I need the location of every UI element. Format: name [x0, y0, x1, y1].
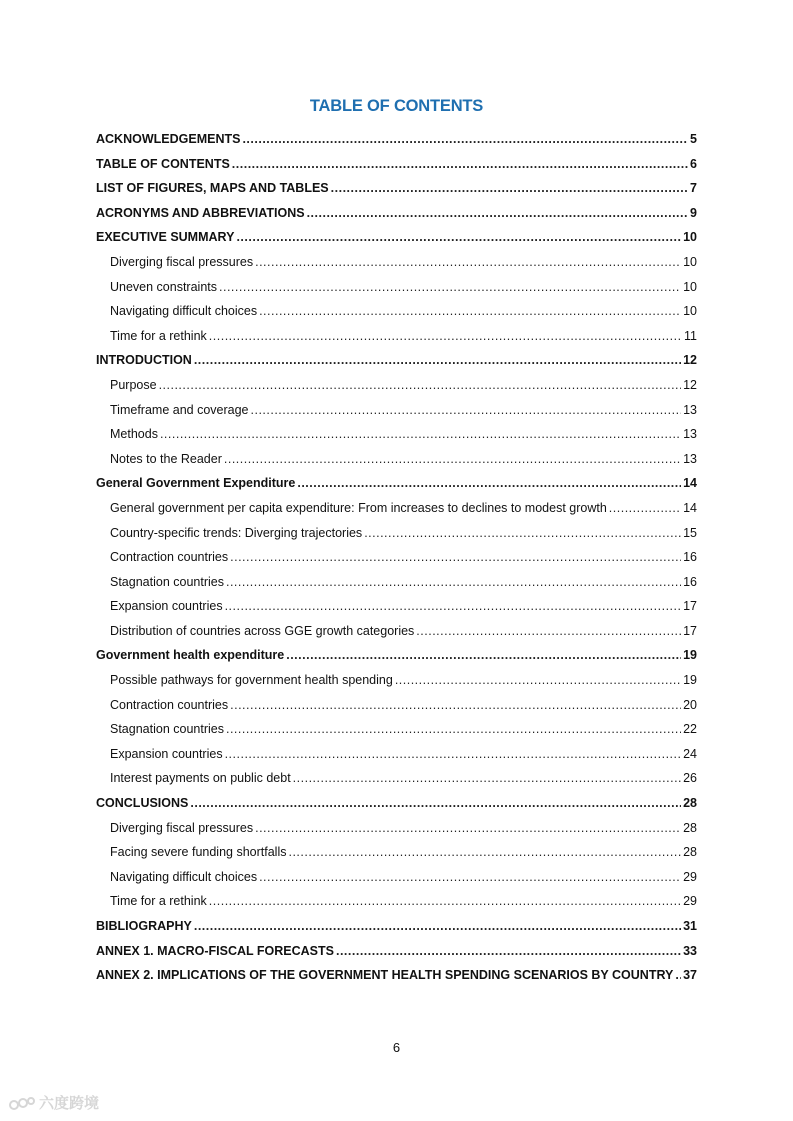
toc-entry-page: 17: [683, 623, 697, 638]
toc-dot-leader: [159, 378, 682, 392]
toc-entry-label: Time for a rethink: [110, 328, 207, 343]
toc-entry-page: 14: [683, 476, 697, 491]
toc-entry-subsection[interactable]: [96, 378, 697, 403]
toc-dot-leader: [226, 575, 681, 589]
toc-entry-page: 17: [683, 599, 697, 614]
toc-dot-leader: [288, 845, 681, 859]
toc-dot-leader: [242, 132, 688, 146]
toc-entry-subsection[interactable]: [96, 894, 697, 919]
toc-entry-label: Facing severe funding shortfalls: [110, 845, 287, 860]
toc-entry-page: 33: [683, 943, 697, 958]
toc-entry-section[interactable]: [96, 968, 697, 993]
toc-entry-subsection[interactable]: [96, 845, 697, 870]
toc-entry-page: 13: [683, 451, 697, 466]
toc-dot-leader: [224, 452, 681, 466]
toc-entry-section[interactable]: [96, 157, 697, 182]
toc-entry-section[interactable]: [96, 181, 697, 206]
toc-dot-leader: [194, 353, 681, 367]
toc-dot-leader: [236, 230, 681, 244]
toc-entry-subsection[interactable]: [96, 403, 697, 428]
toc-entry-label: Distribution of countries across GGE growth categories: [110, 623, 415, 638]
toc-entry-section[interactable]: [96, 796, 697, 821]
toc-entry-label: Purpose: [110, 377, 157, 392]
toc-entry-subsection[interactable]: [96, 575, 697, 600]
toc-entry-label: General Government Expenditure: [96, 476, 296, 491]
toc-entry-page: 22: [683, 722, 697, 737]
toc-entry-label: General government per capita expenditure: From increases to declines to modest growth: [110, 500, 607, 515]
toc-dot-leader: [251, 403, 682, 417]
toc-entry-label: Government health expenditure: [96, 648, 285, 663]
watermark: [8, 1092, 99, 1113]
toc-entry-section[interactable]: [96, 944, 697, 969]
toc-entry-subsection[interactable]: [96, 526, 697, 551]
toc-entry-subsection[interactable]: [96, 255, 697, 280]
toc-entry-subsection[interactable]: [96, 747, 697, 772]
toc-dot-leader: [225, 747, 682, 761]
toc-entry-section[interactable]: [96, 648, 697, 673]
toc-entry-subsection[interactable]: [96, 304, 697, 329]
toc-entry-subsection[interactable]: [96, 673, 697, 698]
toc-entry-page: 6: [690, 156, 697, 171]
toc-dot-leader: [225, 599, 682, 613]
toc-entry-page: 31: [683, 919, 697, 933]
toc-entry-page: 20: [683, 697, 697, 712]
toc-dot-leader: [209, 894, 681, 908]
toc-entry-page: 11: [684, 328, 697, 343]
toc-entry-subsection[interactable]: [96, 870, 697, 895]
toc-entry-page: 16: [683, 574, 697, 589]
toc-dot-leader: [230, 550, 681, 564]
toc-entry-label: ACRONYMS AND ABBREVIATIONS: [96, 205, 305, 220]
toc-dot-leader: [259, 304, 681, 318]
toc-entry-page: 13: [683, 427, 697, 442]
toc-dot-leader: [286, 648, 681, 662]
toc-dot-leader: [232, 157, 688, 171]
toc-entry-label: Stagnation countries: [110, 722, 224, 737]
toc-dot-leader: [190, 796, 681, 810]
toc-entry-label: Diverging fiscal pressures: [110, 254, 254, 269]
toc-entry-label: LIST OF FIGURES, MAPS AND TABLES: [96, 181, 329, 196]
toc-dot-leader: [297, 476, 681, 490]
toc-dot-leader: [364, 526, 681, 540]
toc-dot-leader: [293, 771, 681, 785]
toc-dot-leader: [160, 427, 681, 441]
toc-entry-section[interactable]: [96, 132, 697, 157]
toc-entry-label: Contraction countries: [110, 550, 229, 565]
toc-entry-page: 28: [683, 796, 697, 811]
toc-entry-label: Expansion countries: [110, 599, 223, 614]
toc-entry-subsection[interactable]: [96, 280, 697, 305]
toc-entry-page: 5: [690, 132, 697, 146]
toc-entry-page: 9: [690, 205, 697, 220]
toc-entry-section[interactable]: [96, 476, 697, 501]
toc-entry-page: 26: [683, 771, 697, 786]
toc-entry-page: 19: [683, 648, 697, 663]
toc-entry-label: Navigating difficult choices: [110, 869, 258, 884]
toc-entry-subsection[interactable]: [96, 599, 697, 624]
toc-entry-page: 16: [683, 550, 697, 565]
toc-dot-leader: [307, 206, 688, 220]
toc-entry-section[interactable]: [96, 919, 697, 944]
toc-entry-label: EXECUTIVE SUMMARY: [96, 230, 235, 245]
toc-dot-leader: [336, 944, 681, 958]
toc-entry-label: INTRODUCTION: [96, 353, 192, 368]
toc-entry-label: ANNEX 2. IMPLICATIONS OF THE GOVERNMENT HEALTH SPENDING SCENARIOS BY COUNTRY: [96, 968, 674, 983]
toc-entry-page: 12: [683, 353, 697, 368]
toc-dot-leader: [609, 501, 681, 515]
toc-entry-page: 28: [683, 820, 697, 835]
toc-entry-subsection[interactable]: [96, 722, 697, 747]
toc-dot-leader: [219, 280, 681, 294]
toc-entry-label: Navigating difficult choices: [110, 304, 258, 319]
watermark-text: 六度跨境: [39, 1095, 100, 1112]
toc-dot-leader: [194, 919, 681, 933]
toc-entry-subsection[interactable]: [96, 550, 697, 575]
toc-dot-leader: [255, 255, 681, 269]
toc-title: TABLE OF CONTENTS: [309, 97, 484, 115]
toc-entry-page: 10: [683, 279, 697, 294]
toc-entry-subsection[interactable]: [96, 501, 697, 526]
toc-entry-label: Diverging fiscal pressures: [110, 820, 254, 835]
watermark-logo-icon: [8, 1094, 36, 1112]
toc-entry-label: TABLE OF CONTENTS: [96, 156, 230, 171]
toc-entry-page: 14: [683, 500, 697, 515]
toc-entry-label: Stagnation countries: [110, 574, 224, 589]
toc-entry-section[interactable]: [96, 230, 697, 255]
toc-entry-label: Expansion countries: [110, 746, 223, 761]
toc-entry-section[interactable]: [96, 353, 697, 378]
toc-entry-label: BIBLIOGRAPHY: [96, 919, 192, 933]
toc-entry-subsection[interactable]: [96, 624, 697, 649]
toc-entry-page: 24: [683, 746, 697, 761]
toc-entry-label: Time for a rethink: [110, 894, 207, 909]
toc-dot-leader: [416, 624, 681, 638]
toc-list: [96, 132, 697, 993]
toc-entry-label: Possible pathways for government health spending: [110, 673, 393, 688]
toc-entry-page: 29: [683, 894, 697, 909]
toc-entry-page: 37: [683, 968, 697, 983]
toc-entry-page: 19: [683, 673, 697, 688]
toc-dot-leader: [675, 968, 681, 982]
toc-entry-page: 7: [690, 181, 697, 196]
page-number: 6: [392, 1040, 401, 1055]
toc-dot-leader: [259, 870, 681, 884]
toc-entry-label: Methods: [110, 427, 158, 442]
toc-entry-label: Timeframe and coverage: [110, 402, 249, 417]
toc-entry-label: Uneven constraints: [110, 279, 218, 294]
toc-dot-leader: [209, 329, 682, 343]
toc-dot-leader: [395, 673, 681, 687]
toc-dot-leader: [255, 821, 681, 835]
toc-entry-page: 12: [683, 377, 697, 392]
toc-entry-page: 10: [683, 254, 697, 269]
toc-entry-page: 29: [683, 869, 697, 884]
toc-entry-page: 13: [683, 402, 697, 417]
toc-entry-page: 10: [683, 304, 697, 319]
toc-entry-label: Country-specific trends: Diverging trajectories: [110, 525, 363, 540]
toc-entry-subsection[interactable]: [96, 698, 697, 723]
toc-entry-label: CONCLUSIONS: [96, 796, 189, 811]
toc-entry-page: 10: [683, 230, 697, 245]
toc-entry-label: Contraction countries: [110, 697, 229, 712]
toc-entry-label: ACKNOWLEDGEMENTS: [96, 132, 241, 146]
toc-entry-label: ANNEX 1. MACRO-FISCAL FORECASTS: [96, 943, 334, 958]
toc-dot-leader: [226, 722, 681, 736]
toc-entry-page: 28: [683, 845, 697, 860]
toc-entry-subsection[interactable]: [96, 821, 697, 846]
toc-entry-subsection[interactable]: [96, 329, 697, 354]
toc-entry-page: 15: [683, 525, 697, 540]
toc-dot-leader: [230, 698, 681, 712]
toc-entry-subsection[interactable]: [96, 771, 697, 796]
toc-entry-label: Interest payments on public debt: [110, 771, 291, 786]
toc-entry-subsection[interactable]: [96, 427, 697, 452]
toc-dot-leader: [331, 181, 688, 195]
toc-entry-subsection[interactable]: [96, 452, 697, 477]
toc-entry-section[interactable]: [96, 206, 697, 231]
toc-entry-label: Notes to the Reader: [110, 451, 222, 466]
